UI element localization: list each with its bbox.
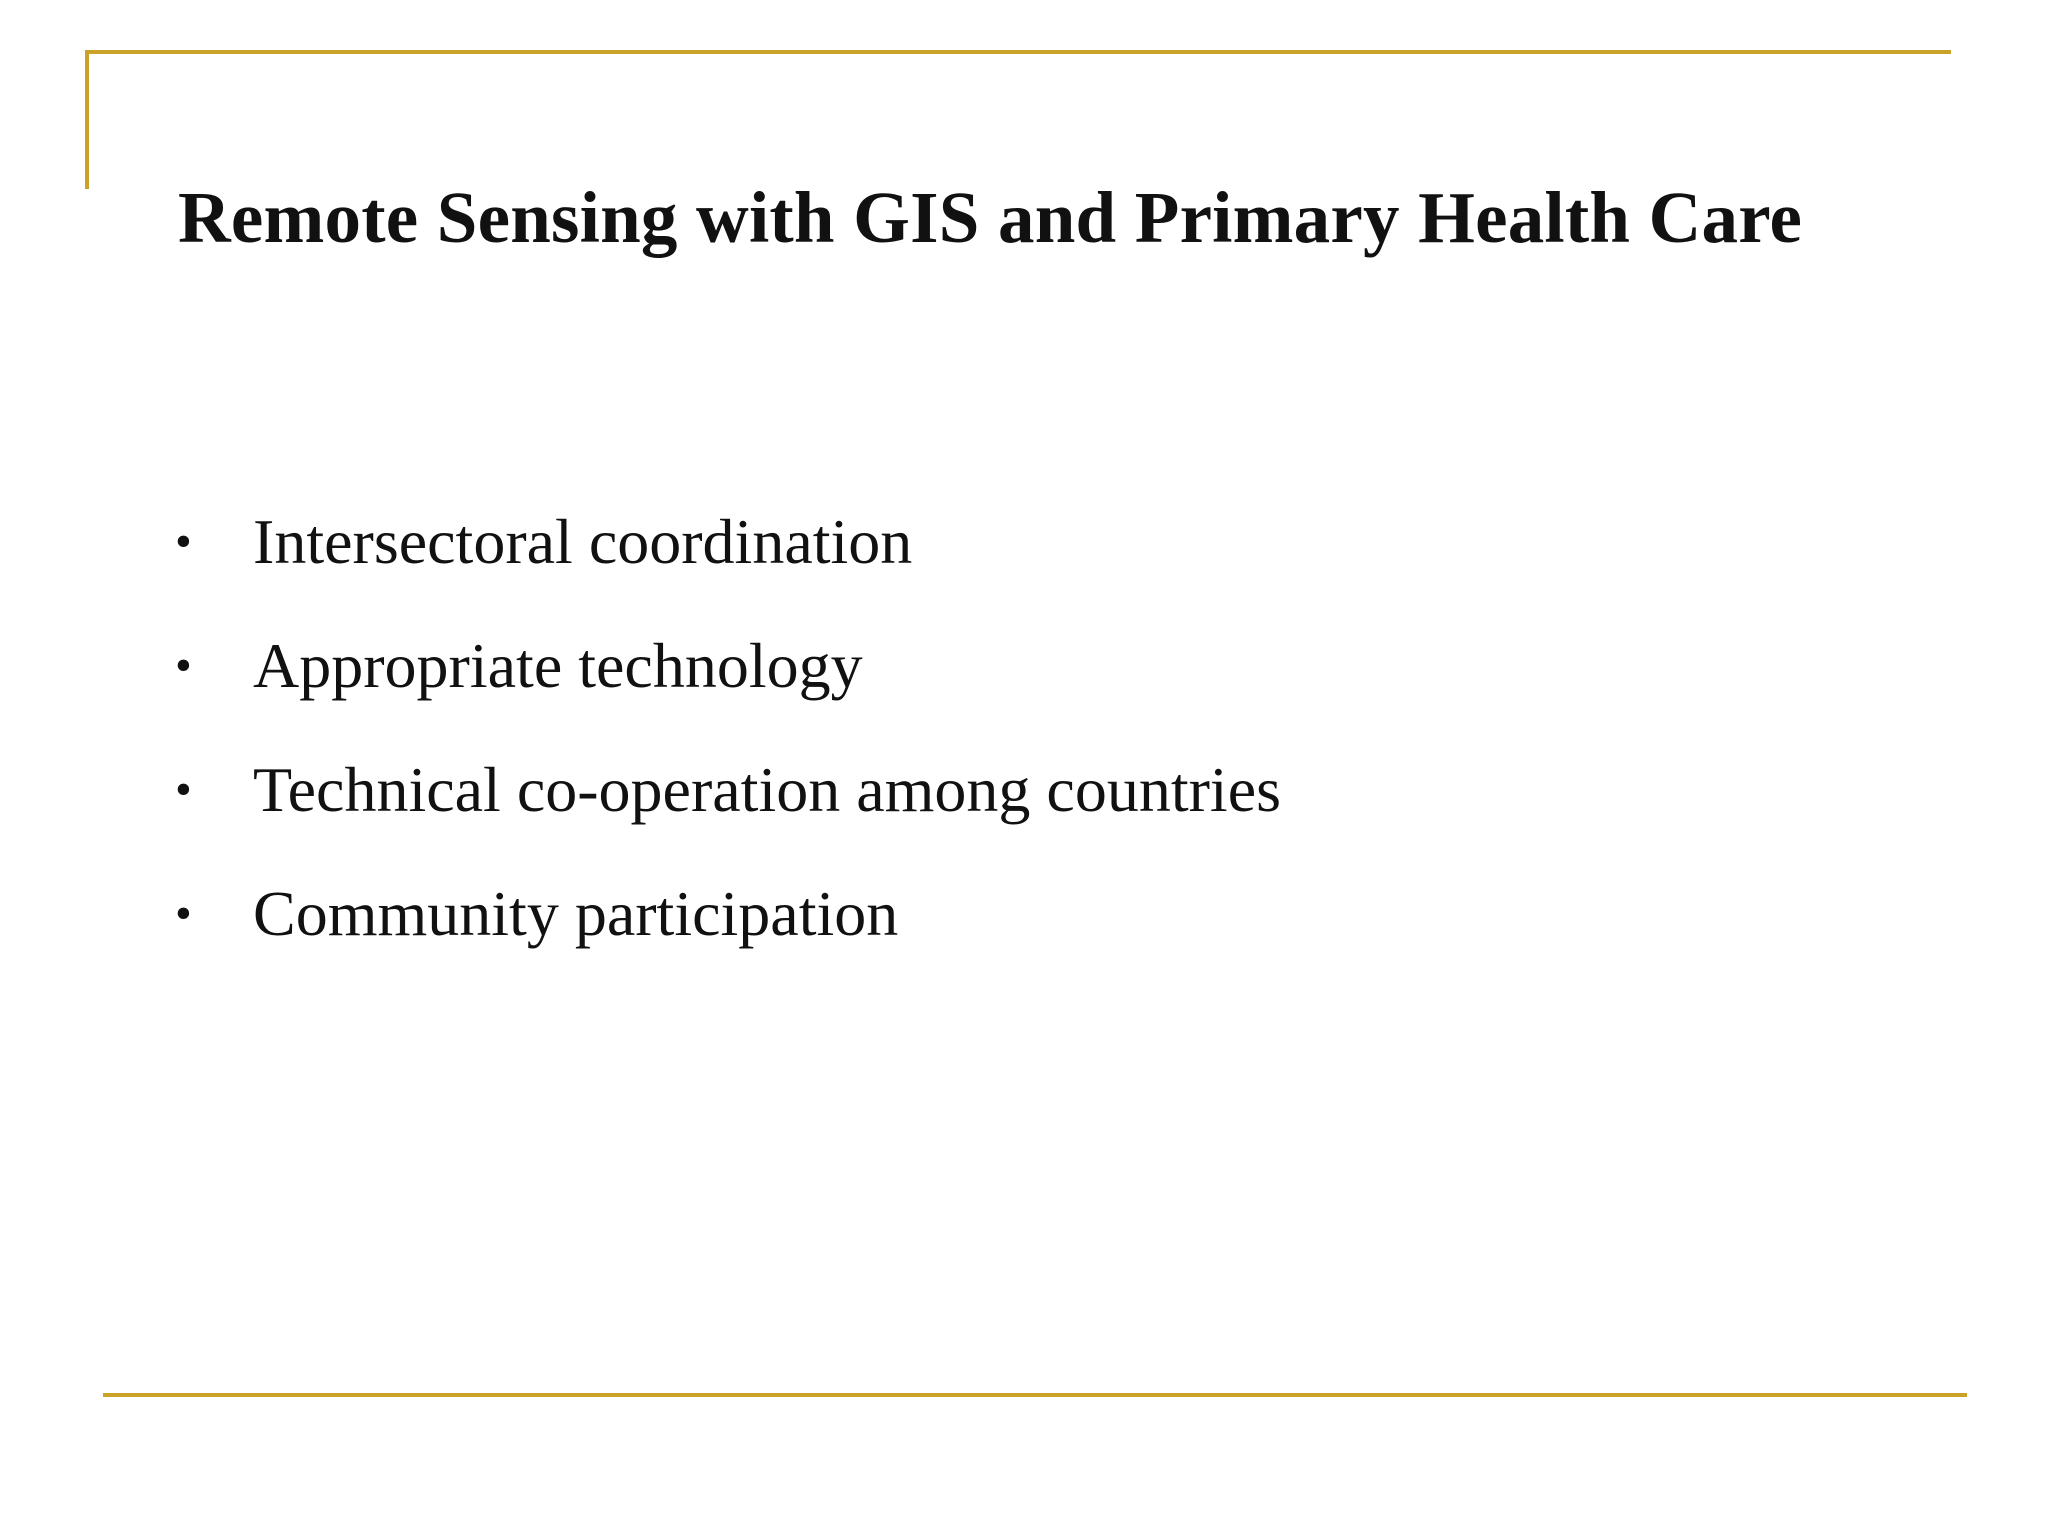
bullet-item-appropriate-technology xyxy=(175,604,1875,728)
slide-title: Remote Sensing with GIS and Primary Health Care xyxy=(178,177,1803,258)
bullet-text: Technical co-operation among countries xyxy=(253,754,1281,825)
bullet-item-technical-co-operation xyxy=(175,728,1875,852)
top-gold-rule xyxy=(85,50,1951,54)
bullet-icon: • xyxy=(175,515,192,568)
bullet-item-community-participation xyxy=(175,852,1875,976)
bullet-item-intersectoral-coordination xyxy=(175,480,1875,604)
bullet-icon: • xyxy=(175,887,192,940)
left-gold-rule xyxy=(85,50,89,189)
bullet-text: Intersectoral coordination xyxy=(253,506,913,577)
bullet-text: Community participation xyxy=(253,878,899,949)
bottom-gold-rule xyxy=(103,1393,1967,1397)
bullet-list xyxy=(175,480,1875,976)
bullet-text: Appropriate technology xyxy=(253,630,863,701)
bullet-icon: • xyxy=(175,763,192,816)
bullet-icon: • xyxy=(175,639,192,692)
